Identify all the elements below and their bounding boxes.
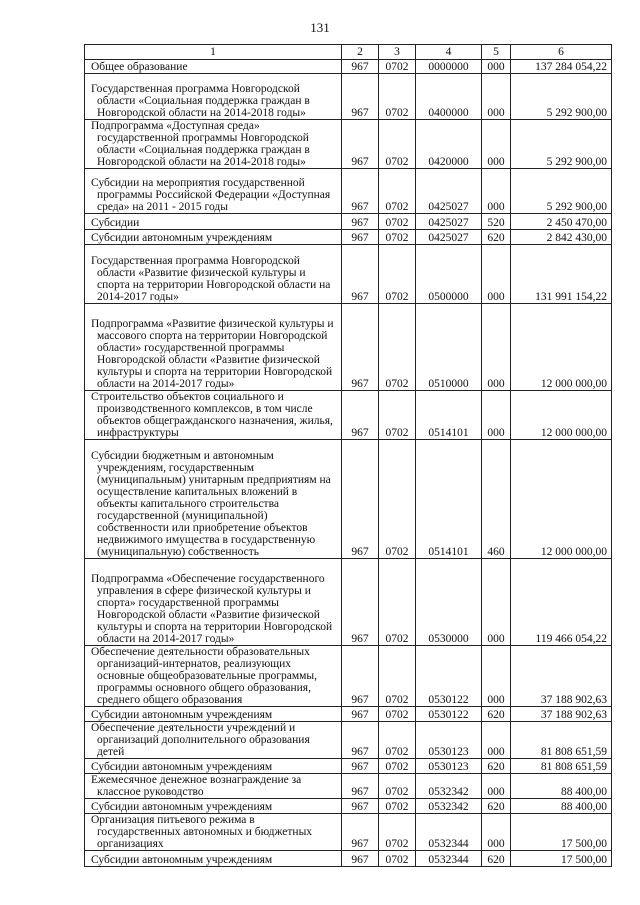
amount-cell [511, 774, 612, 799]
target-article-code: 0530000 [428, 633, 469, 645]
expense-type-code-cell [482, 559, 511, 646]
target-article-code-cell [416, 230, 482, 245]
section-code: 0702 [385, 633, 409, 645]
item-name-cell [85, 440, 342, 559]
amount-cell [511, 707, 612, 722]
amount-cell [511, 646, 612, 707]
expense-type-code-cell [482, 814, 511, 851]
target-article-code-cell [416, 391, 482, 440]
section-code: 0702 [385, 217, 409, 229]
ministry-code-cell [342, 814, 379, 851]
table-row [85, 722, 612, 759]
section-code-cell [379, 120, 416, 169]
ministry-code: 967 [351, 291, 369, 303]
item-name-cell [85, 799, 342, 814]
amount: 5 292 900,00 [546, 201, 607, 213]
item-name-cell [85, 60, 342, 74]
target-article-code: 0532344 [428, 854, 469, 866]
item-name: Субсидии автономным учреждениям [91, 709, 273, 721]
section-code-cell [379, 646, 416, 707]
section-code-cell [379, 74, 416, 120]
target-article-code: 0420000 [428, 156, 469, 168]
item-name-cell [85, 774, 342, 799]
column-number: 5 [482, 45, 511, 60]
table-row [85, 759, 612, 774]
ministry-code-cell [342, 214, 379, 230]
target-article-code: 0532342 [428, 801, 469, 813]
ministry-code: 967 [351, 633, 369, 645]
amount-cell [511, 559, 612, 646]
target-article-code: 0514101 [428, 427, 469, 439]
ministry-code: 967 [351, 761, 369, 773]
target-article-code-cell [416, 759, 482, 774]
item-name-cell [85, 722, 342, 759]
item-name: Обеспечение деятельности учреждений и организаций дополнительного образования детей [91, 722, 310, 758]
section-code-cell [379, 245, 416, 304]
target-article-code-cell [416, 799, 482, 814]
amount-cell [511, 722, 612, 759]
expense-type-code: 000 [487, 156, 505, 168]
target-article-code: 0000000 [428, 61, 469, 73]
target-article-code-cell [416, 74, 482, 120]
item-name: Субсидии [91, 217, 140, 229]
expense-type-code: 000 [487, 378, 505, 390]
amount: 37 188 902,63 [540, 709, 607, 721]
budget-table [84, 44, 612, 867]
target-article-code-cell [416, 169, 482, 214]
section-code: 0702 [385, 786, 409, 798]
item-name: Обеспечение деятельности образовательных организаций-интернатов, реализующих основные общеобразовательные программы, программы основного общего образования, среднего общего образования [91, 646, 318, 706]
expense-type-code-cell [482, 440, 511, 559]
ministry-code: 967 [351, 378, 369, 390]
expense-type-code-cell [482, 774, 511, 799]
target-article-code: 0532342 [428, 786, 469, 798]
section-code-cell [379, 814, 416, 851]
expense-type-code: 520 [487, 217, 505, 229]
ministry-code-cell [342, 230, 379, 245]
target-article-code: 0530122 [428, 709, 469, 721]
item-name-cell [85, 759, 342, 774]
target-article-code: 0500000 [428, 291, 469, 303]
ministry-code-cell [342, 646, 379, 707]
section-code: 0702 [385, 427, 409, 439]
item-name-cell [85, 230, 342, 245]
ministry-code-cell [342, 120, 379, 169]
item-name-cell [85, 559, 342, 646]
section-code-cell [379, 799, 416, 814]
ministry-code-cell [342, 169, 379, 214]
expense-type-code: 000 [487, 107, 505, 119]
ministry-code-cell [342, 304, 379, 391]
column-number: 4 [416, 45, 482, 60]
item-name: Субсидии бюджетным и автономным учреждениям, государственным (муниципальным) унитарным предприятиям на осуществление капитальных вложений в объекты капитального строительства государственной (муниципальной) собственности или приобретение объектов недвижимого имущества в государственную (муниципальную) собственность [91, 450, 331, 558]
ministry-code: 967 [351, 156, 369, 168]
table-row [85, 799, 612, 814]
expense-type-code: 000 [487, 633, 505, 645]
amount: 37 188 902,63 [540, 694, 607, 706]
target-article-code: 0530123 [428, 746, 469, 758]
target-article-code-cell [416, 559, 482, 646]
amount: 2 842 430,00 [546, 232, 607, 244]
expense-type-code: 000 [487, 838, 505, 850]
amount: 5 292 900,00 [546, 107, 607, 119]
item-name-cell [85, 169, 342, 214]
amount-cell [511, 120, 612, 169]
amount-cell [511, 814, 612, 851]
item-name-cell [85, 814, 342, 851]
amount: 131 991 154,22 [535, 291, 607, 303]
ministry-code: 967 [351, 546, 369, 558]
amount-cell [511, 169, 612, 214]
section-code: 0702 [385, 694, 409, 706]
section-code: 0702 [385, 232, 409, 244]
section-code: 0702 [385, 838, 409, 850]
table-row [85, 74, 612, 120]
expense-type-code-cell [482, 230, 511, 245]
ministry-code-cell [342, 774, 379, 799]
target-article-code-cell [416, 774, 482, 799]
section-code-cell [379, 230, 416, 245]
ministry-code: 967 [351, 694, 369, 706]
expense-type-code: 000 [487, 61, 505, 73]
table-row [85, 814, 612, 851]
table-row [85, 646, 612, 707]
target-article-code: 0514101 [428, 546, 469, 558]
ministry-code: 967 [351, 201, 369, 213]
item-name: Субсидии на мероприятия государственной программы Российской Федерации «Доступная среда» на 2011 - 2015 годы [91, 177, 331, 213]
item-name: Ежемесячное денежное вознаграждение за классное руководство [91, 774, 302, 798]
column-number-row [85, 45, 612, 60]
section-code: 0702 [385, 761, 409, 773]
amount-cell [511, 799, 612, 814]
column-number: 2 [342, 45, 379, 60]
target-article-code: 0530123 [428, 761, 469, 773]
column-number: 1 [85, 45, 342, 60]
ministry-code-cell [342, 391, 379, 440]
expense-type-code: 000 [487, 786, 505, 798]
expense-type-code: 620 [487, 854, 505, 866]
ministry-code: 967 [351, 61, 369, 73]
amount: 17 500,00 [561, 838, 607, 850]
expense-type-code-cell [482, 74, 511, 120]
amount: 12 000 000,00 [540, 427, 607, 439]
ministry-code-cell [342, 60, 379, 74]
item-name: Субсидии автономным учреждениям [91, 801, 273, 813]
amount: 119 466 054,22 [535, 633, 607, 645]
section-code-cell [379, 214, 416, 230]
ministry-code: 967 [351, 232, 369, 244]
expense-type-code-cell [482, 214, 511, 230]
ministry-code: 967 [351, 107, 369, 119]
target-article-code-cell [416, 851, 482, 867]
amount-cell [511, 851, 612, 867]
expense-type-code-cell [482, 120, 511, 169]
ministry-code-cell [342, 74, 379, 120]
expense-type-code: 000 [487, 427, 505, 439]
column-number: 3 [379, 45, 416, 60]
table-row [85, 391, 612, 440]
section-code-cell [379, 169, 416, 214]
section-code-cell [379, 774, 416, 799]
expense-type-code-cell [482, 646, 511, 707]
expense-type-code-cell [482, 304, 511, 391]
item-name-cell [85, 74, 342, 120]
section-code: 0702 [385, 107, 409, 119]
expense-type-code: 000 [487, 291, 505, 303]
amount: 81 808 651,59 [540, 761, 607, 773]
expense-type-code-cell [482, 391, 511, 440]
section-code-cell [379, 391, 416, 440]
item-name-cell [85, 707, 342, 722]
expense-type-code: 000 [487, 201, 505, 213]
amount-cell [511, 391, 612, 440]
item-name-cell [85, 304, 342, 391]
ministry-code-cell [342, 245, 379, 304]
expense-type-code-cell [482, 759, 511, 774]
page-number: 131 [310, 20, 330, 35]
item-name: Субсидии автономным учреждениям [91, 761, 273, 773]
amount: 12 000 000,00 [540, 378, 607, 390]
target-article-code: 0400000 [428, 107, 469, 119]
amount-cell [511, 759, 612, 774]
section-code-cell [379, 60, 416, 74]
item-name: Субсидии автономным учреждениям [91, 854, 273, 866]
amount-cell [511, 245, 612, 304]
amount: 88 400,00 [561, 801, 607, 813]
section-code: 0702 [385, 61, 409, 73]
ministry-code-cell [342, 440, 379, 559]
expense-type-code-cell [482, 707, 511, 722]
table-row [85, 707, 612, 722]
target-article-code-cell [416, 722, 482, 759]
amount: 88 400,00 [561, 786, 607, 798]
section-code-cell [379, 707, 416, 722]
table-row [85, 169, 612, 214]
section-code: 0702 [385, 291, 409, 303]
expense-type-code: 620 [487, 761, 505, 773]
expense-type-code-cell [482, 169, 511, 214]
amount: 5 292 900,00 [546, 156, 607, 168]
expense-type-code-cell [482, 722, 511, 759]
amount-cell [511, 230, 612, 245]
amount: 81 808 651,59 [540, 746, 607, 758]
target-article-code-cell [416, 440, 482, 559]
target-article-code: 0425027 [428, 232, 469, 244]
item-name-cell [85, 214, 342, 230]
expense-type-code: 620 [487, 709, 505, 721]
ministry-code-cell [342, 799, 379, 814]
item-name: Общее образование [91, 61, 188, 73]
table-row [85, 559, 612, 646]
ministry-code-cell [342, 707, 379, 722]
amount-cell [511, 304, 612, 391]
table-row [85, 304, 612, 391]
ministry-code: 967 [351, 786, 369, 798]
target-article-code-cell [416, 245, 482, 304]
ministry-code: 967 [351, 217, 369, 229]
amount-cell [511, 74, 612, 120]
ministry-code: 967 [351, 801, 369, 813]
target-article-code-cell [416, 646, 482, 707]
ministry-code: 967 [351, 746, 369, 758]
amount: 17 500,00 [561, 854, 607, 866]
amount: 2 450 470,00 [546, 217, 607, 229]
column-number: 6 [511, 45, 612, 60]
section-code: 0702 [385, 378, 409, 390]
amount-cell [511, 60, 612, 74]
amount: 137 284 054,22 [535, 61, 607, 73]
expense-type-code: 620 [487, 801, 505, 813]
target-article-code-cell [416, 214, 482, 230]
expense-type-code: 620 [487, 232, 505, 244]
table-row [85, 440, 612, 559]
item-name: Подпрограмма «Обеспечение государственного управления в сфере физической культуры и спорта» государственной программы Новгородской области «Развитие физической культуры и спорта на территории Новгородской области на 2014-2017 годы» [91, 573, 333, 645]
item-name: Подпрограмма «Развитие физической культуры и массового спорта на территории Новгородской области» государственной программы Новгородской области «Развитие физической культуры и спорта на территории Новгородской области на 2014-2017 годы» [91, 318, 334, 390]
expense-type-code: 460 [487, 546, 505, 558]
amount: 12 000 000,00 [540, 546, 607, 558]
expense-type-code-cell [482, 245, 511, 304]
ministry-code-cell [342, 722, 379, 759]
section-code-cell [379, 304, 416, 391]
section-code-cell [379, 722, 416, 759]
item-name: Субсидии автономным учреждениям [91, 232, 273, 244]
section-code-cell [379, 759, 416, 774]
item-name: Подпрограмма «Доступная среда» государственной программы Новгородской области «Социальная поддержка граждан в Новгородской области на 2014-2018 годы» [91, 120, 310, 168]
target-article-code-cell [416, 707, 482, 722]
section-code: 0702 [385, 801, 409, 813]
target-article-code: 0510000 [428, 378, 469, 390]
table-row [85, 120, 612, 169]
table-row [85, 60, 612, 74]
table-row [85, 214, 612, 230]
target-article-code: 0425027 [428, 201, 469, 213]
target-article-code-cell [416, 814, 482, 851]
ministry-code: 967 [351, 838, 369, 850]
table-row [85, 774, 612, 799]
target-article-code: 0425027 [428, 217, 469, 229]
target-article-code: 0530122 [428, 694, 469, 706]
ministry-code-cell [342, 759, 379, 774]
item-name: Организация питьевого режима в государственных автономных и бюджетных организациях [91, 814, 313, 850]
target-article-code-cell [416, 120, 482, 169]
table-row [85, 245, 612, 304]
target-article-code: 0532344 [428, 838, 469, 850]
item-name-cell [85, 120, 342, 169]
amount-cell [511, 440, 612, 559]
table-row [85, 230, 612, 245]
ministry-code-cell [342, 559, 379, 646]
item-name: Строительство объектов социального и производственного комплексов, в том числе объектов общегражданского назначения, жилья, инфраструктуры [91, 391, 333, 439]
item-name: Государственная программа Новгородской области «Социальная поддержка граждан в Новгородской области на 2014-2018 годы» [91, 83, 310, 119]
expense-type-code: 000 [487, 694, 505, 706]
ministry-code-cell [342, 851, 379, 867]
ministry-code: 967 [351, 854, 369, 866]
ministry-code: 967 [351, 709, 369, 721]
section-code: 0702 [385, 546, 409, 558]
item-name: Государственная программа Новгородской области «Развитие физической культуры и спорта на территории Новгородской области на 2014-2017 годы» [91, 255, 331, 303]
item-name-cell [85, 245, 342, 304]
section-code-cell [379, 851, 416, 867]
section-code-cell [379, 559, 416, 646]
section-code-cell [379, 440, 416, 559]
expense-type-code: 000 [487, 746, 505, 758]
section-code: 0702 [385, 709, 409, 721]
ministry-code: 967 [351, 427, 369, 439]
target-article-code-cell [416, 60, 482, 74]
amount-cell [511, 214, 612, 230]
section-code: 0702 [385, 854, 409, 866]
expense-type-code-cell [482, 851, 511, 867]
expense-type-code-cell [482, 60, 511, 74]
item-name-cell [85, 646, 342, 707]
item-name-cell [85, 851, 342, 867]
table-row [85, 851, 612, 867]
section-code: 0702 [385, 156, 409, 168]
section-code: 0702 [385, 201, 409, 213]
item-name-cell [85, 391, 342, 440]
target-article-code-cell [416, 304, 482, 391]
section-code: 0702 [385, 746, 409, 758]
expense-type-code-cell [482, 799, 511, 814]
